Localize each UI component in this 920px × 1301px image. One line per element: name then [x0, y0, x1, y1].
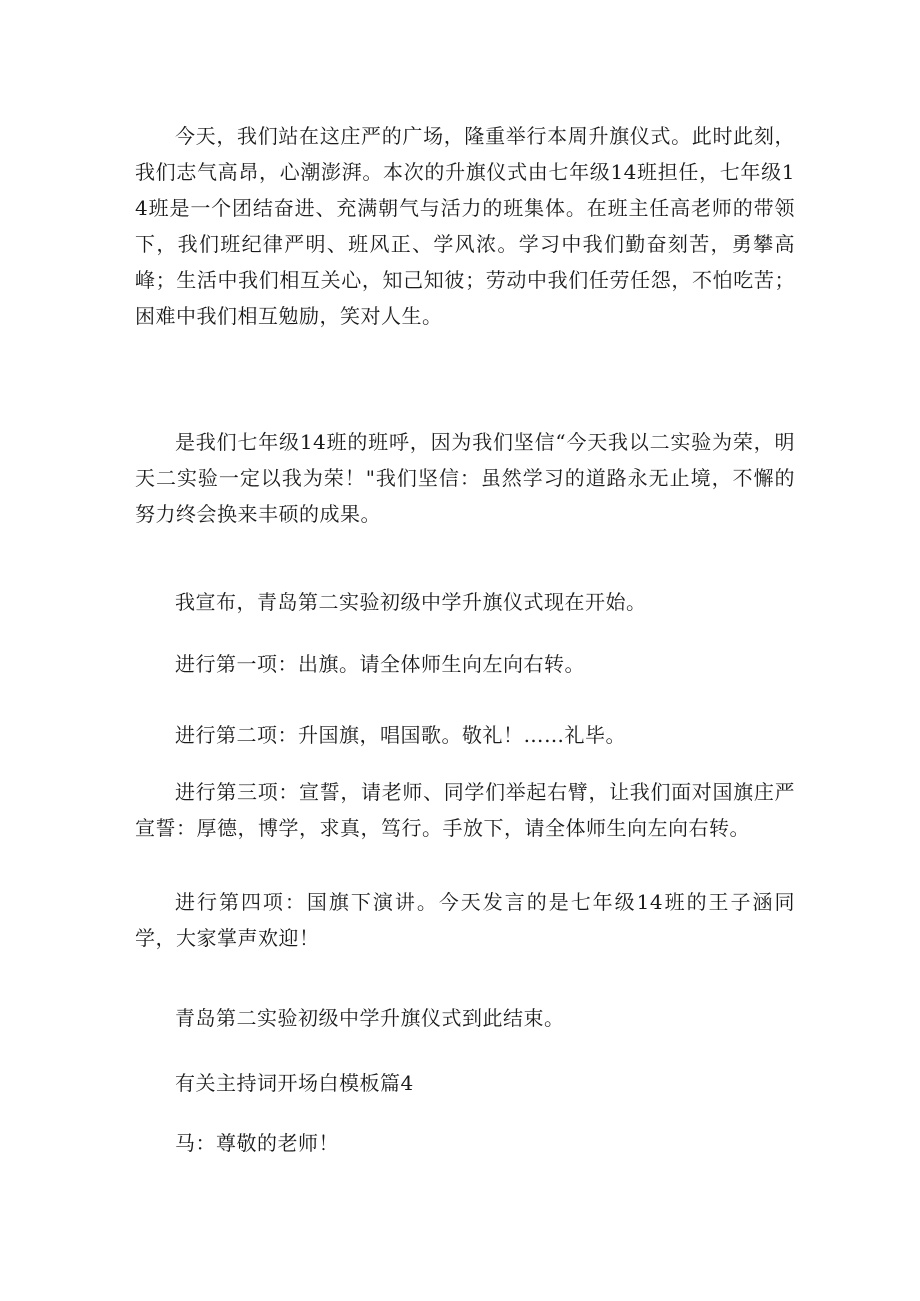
paragraph-step-one: 进行第一项：出旗。请全体师生向左向右转。 [175, 652, 585, 676]
paragraph-announcement: 我宣布，青岛第二实验初级中学升旗仪式现在开始。 [175, 590, 647, 614]
paragraph-step-four: 进行第四项：国旗下演讲。今天发言的是七年级14班的王子涵同学，大家掌声欢迎！ [135, 890, 795, 950]
paragraph-step-three: 进行第三项：宣誓，请老师、同学们举起右臂，让我们面对国旗庄严宣誓：厚德，博学，求真，笃行。手放下，请全体师生向左向右转。 [135, 780, 795, 840]
paragraph-greeting: 马：尊敬的老师！ [175, 1131, 339, 1155]
paragraph-step-two: 进行第二项：升国旗，唱国歌。敬礼！……礼毕。 [175, 723, 626, 747]
section-heading: 有关主持词开场白模板篇4 [175, 1071, 414, 1095]
paragraph-opening: 今天，我们站在这庄严的广场，隆重举行本周升旗仪式。此时此刻，我们志气高昂，心潮澎湃。本次的升旗仪式由七年级14班担任，七年级14班是一个团结奋进、充满朝气与活力的班集体。在班主任高老师的带领下，我们班纪律严明、班风正、学风浓。学习中我们勤奋刻苦，勇攀高峰；生活中我们相互关心，知己知彼；劳动中我们任劳任怨，不怕吃苦；困难中我们相互勉励，笑对人生。 [135, 124, 795, 328]
paragraph-class-slogan: 是我们七年级14班的班呼，因为我们坚信“今天我以二实验为荣，明天二实验一定以我为荣！"我们坚信：虽然学习的道路永无止境，不懈的努力终会换来丰硕的成果。 [135, 430, 795, 526]
paragraph-closing: 青岛第二实验初级中学升旗仪式到此结束。 [175, 1006, 565, 1030]
